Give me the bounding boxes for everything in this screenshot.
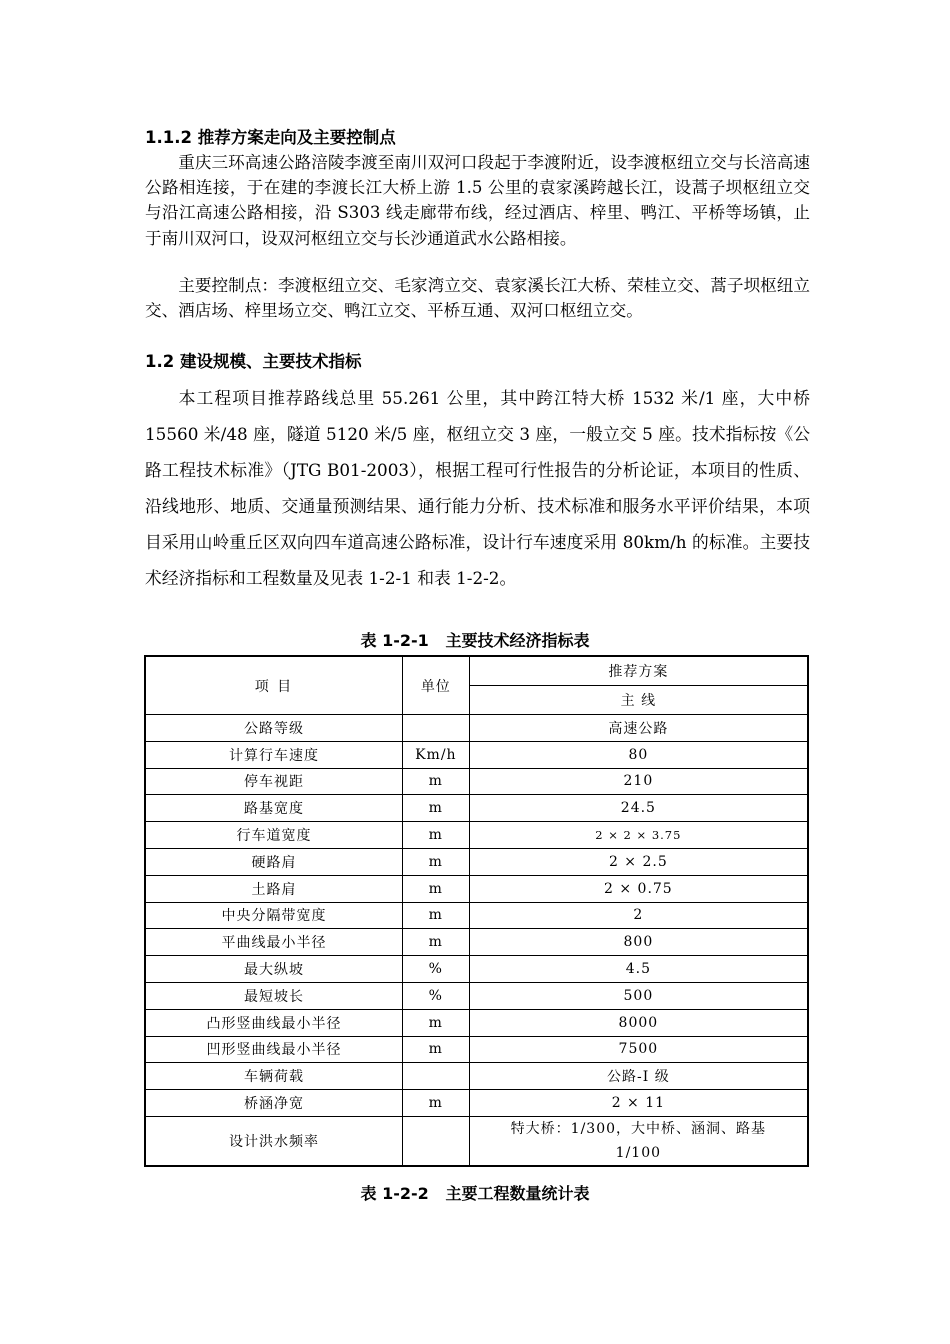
header-item: 项 目 xyxy=(145,656,402,715)
row-item: 桥涵净宽 xyxy=(145,1090,402,1117)
row-item: 设计洪水频率 xyxy=(145,1116,402,1166)
row-value: 4.5 xyxy=(469,956,808,983)
row-unit: m xyxy=(402,848,469,875)
row-item: 凹形竖曲线最小半径 xyxy=(145,1036,402,1063)
table-row xyxy=(145,741,808,768)
row-unit: % xyxy=(402,956,469,983)
row-unit xyxy=(402,1116,469,1166)
table-header-row xyxy=(145,656,808,686)
row-item: 公路等级 xyxy=(145,715,402,742)
row-value xyxy=(469,1116,808,1166)
table-row xyxy=(145,902,808,929)
row-value: 2 × 0.75 xyxy=(469,875,808,902)
row-item: 计算行车速度 xyxy=(145,741,402,768)
table-row xyxy=(145,768,808,795)
row-unit: m xyxy=(402,875,469,902)
row-item: 最大纵坡 xyxy=(145,956,402,983)
row-value: 2 xyxy=(469,902,808,929)
row-item: 土路肩 xyxy=(145,875,402,902)
row-unit: m xyxy=(402,1009,469,1036)
row-value: 7500 xyxy=(469,1036,808,1063)
row-unit xyxy=(402,715,469,742)
section-heading-1-2: 1.2 建设规模、主要技术指标 xyxy=(145,352,362,371)
row-value: 800 xyxy=(469,929,808,956)
header-scheme: 推荐方案 xyxy=(469,656,808,686)
row-value: 高速公路 xyxy=(469,715,808,742)
row-item: 停车视距 xyxy=(145,768,402,795)
technical-indicators-table xyxy=(144,655,809,1167)
table-row xyxy=(145,848,808,875)
route-description-paragraph: 重庆三环高速公路涪陵李渡至南川双河口段起于李渡附近，设李渡枢纽立交与长涪高速公路相连接，于在建的李渡长江大桥上游 1.5 公里的袁家溪跨越长江，设蒿子坝枢纽立交与沿江高速公路相接，沿 S303 线走廊带布线，经过酒店、梓里、鸭江、平桥等场镇，止于南川双河口，设双河枢纽立交与长沙通道武水公路相接。 xyxy=(145,153,810,248)
row-value: 24.5 xyxy=(469,795,808,822)
row-unit xyxy=(402,1063,469,1090)
row-unit: % xyxy=(402,982,469,1009)
row-unit: m xyxy=(402,768,469,795)
row-item: 路基宽度 xyxy=(145,795,402,822)
table-row xyxy=(145,795,808,822)
row-item: 车辆荷载 xyxy=(145,1063,402,1090)
row-value: 500 xyxy=(469,982,808,1009)
row-value: 2 × 2.5 xyxy=(469,848,808,875)
row-value: 8000 xyxy=(469,1009,808,1036)
header-unit: 单位 xyxy=(402,656,469,715)
row-unit: Km/h xyxy=(402,741,469,768)
table-row xyxy=(145,1036,808,1063)
table-row xyxy=(145,1090,808,1117)
table-row xyxy=(145,956,808,983)
table-row xyxy=(145,1116,808,1166)
row-unit: m xyxy=(402,1036,469,1063)
section-heading-1-1-2: 1.1.2 推荐方案走向及主要控制点 xyxy=(145,128,396,147)
row-value: 公路-Ⅰ 级 xyxy=(469,1063,808,1090)
row-item: 行车道宽度 xyxy=(145,822,402,849)
row-item: 最短坡长 xyxy=(145,982,402,1009)
control-points-paragraph: 主要控制点：李渡枢纽立交、毛家湾立交、袁家溪长江大桥、荣桂立交、蒿子坝枢纽立交、酒店场、梓里场立交、鸭江立交、平桥互通、双河口枢纽立交。 xyxy=(145,276,810,321)
row-unit: m xyxy=(402,1090,469,1117)
row-item: 凸形竖曲线最小半径 xyxy=(145,1009,402,1036)
row-value: 2 × 2 × 3.75 xyxy=(469,822,808,849)
table-row xyxy=(145,1063,808,1090)
flood-frequency-value: 特大桥：1/300，大中桥、涵洞、路基 1/100 xyxy=(510,1120,767,1161)
row-value: 80 xyxy=(469,741,808,768)
table-row xyxy=(145,715,808,742)
row-item: 硬路肩 xyxy=(145,848,402,875)
table-row xyxy=(145,822,808,849)
table-row xyxy=(145,982,808,1009)
row-unit: m xyxy=(402,929,469,956)
row-value: 2 × 11 xyxy=(469,1090,808,1117)
table-row xyxy=(145,929,808,956)
table-row xyxy=(145,875,808,902)
row-unit: m xyxy=(402,795,469,822)
table-row xyxy=(145,1009,808,1036)
header-mainline: 主 线 xyxy=(469,686,808,715)
table-1-2-2-caption: 表 1-2-2 主要工程数量统计表 xyxy=(360,1184,590,1203)
row-value: 210 xyxy=(469,768,808,795)
row-unit: m xyxy=(402,822,469,849)
table-1-2-1-caption: 表 1-2-1 主要技术经济指标表 xyxy=(360,631,590,650)
scale-indicators-paragraph: 本工程项目推荐路线总里 55.261 公里，其中跨江特大桥 1532 米/1 座，大中桥 15560 米/48 座，隧道 5120 米/5 座，枢纽立交 3 座，一般立交 5 座。技术指标按《公路工程技术标准》（JTG B01-2003），根据工程可行性报告的分析论证，本项目的性质、沿线地形、地质、交通量预测结果、通行能力分析、技术标准和服务水平评价结果，本项目采用山岭重丘区双向四车道高速公路标准，设计行车速度采用 80km/h 的标准。主要技术经济指标和工程数量及见表 1-2-1 和表 1-2-2。 xyxy=(145,388,810,588)
row-item: 平曲线最小半径 xyxy=(145,929,402,956)
row-unit: m xyxy=(402,902,469,929)
row-item: 中央分隔带宽度 xyxy=(145,902,402,929)
